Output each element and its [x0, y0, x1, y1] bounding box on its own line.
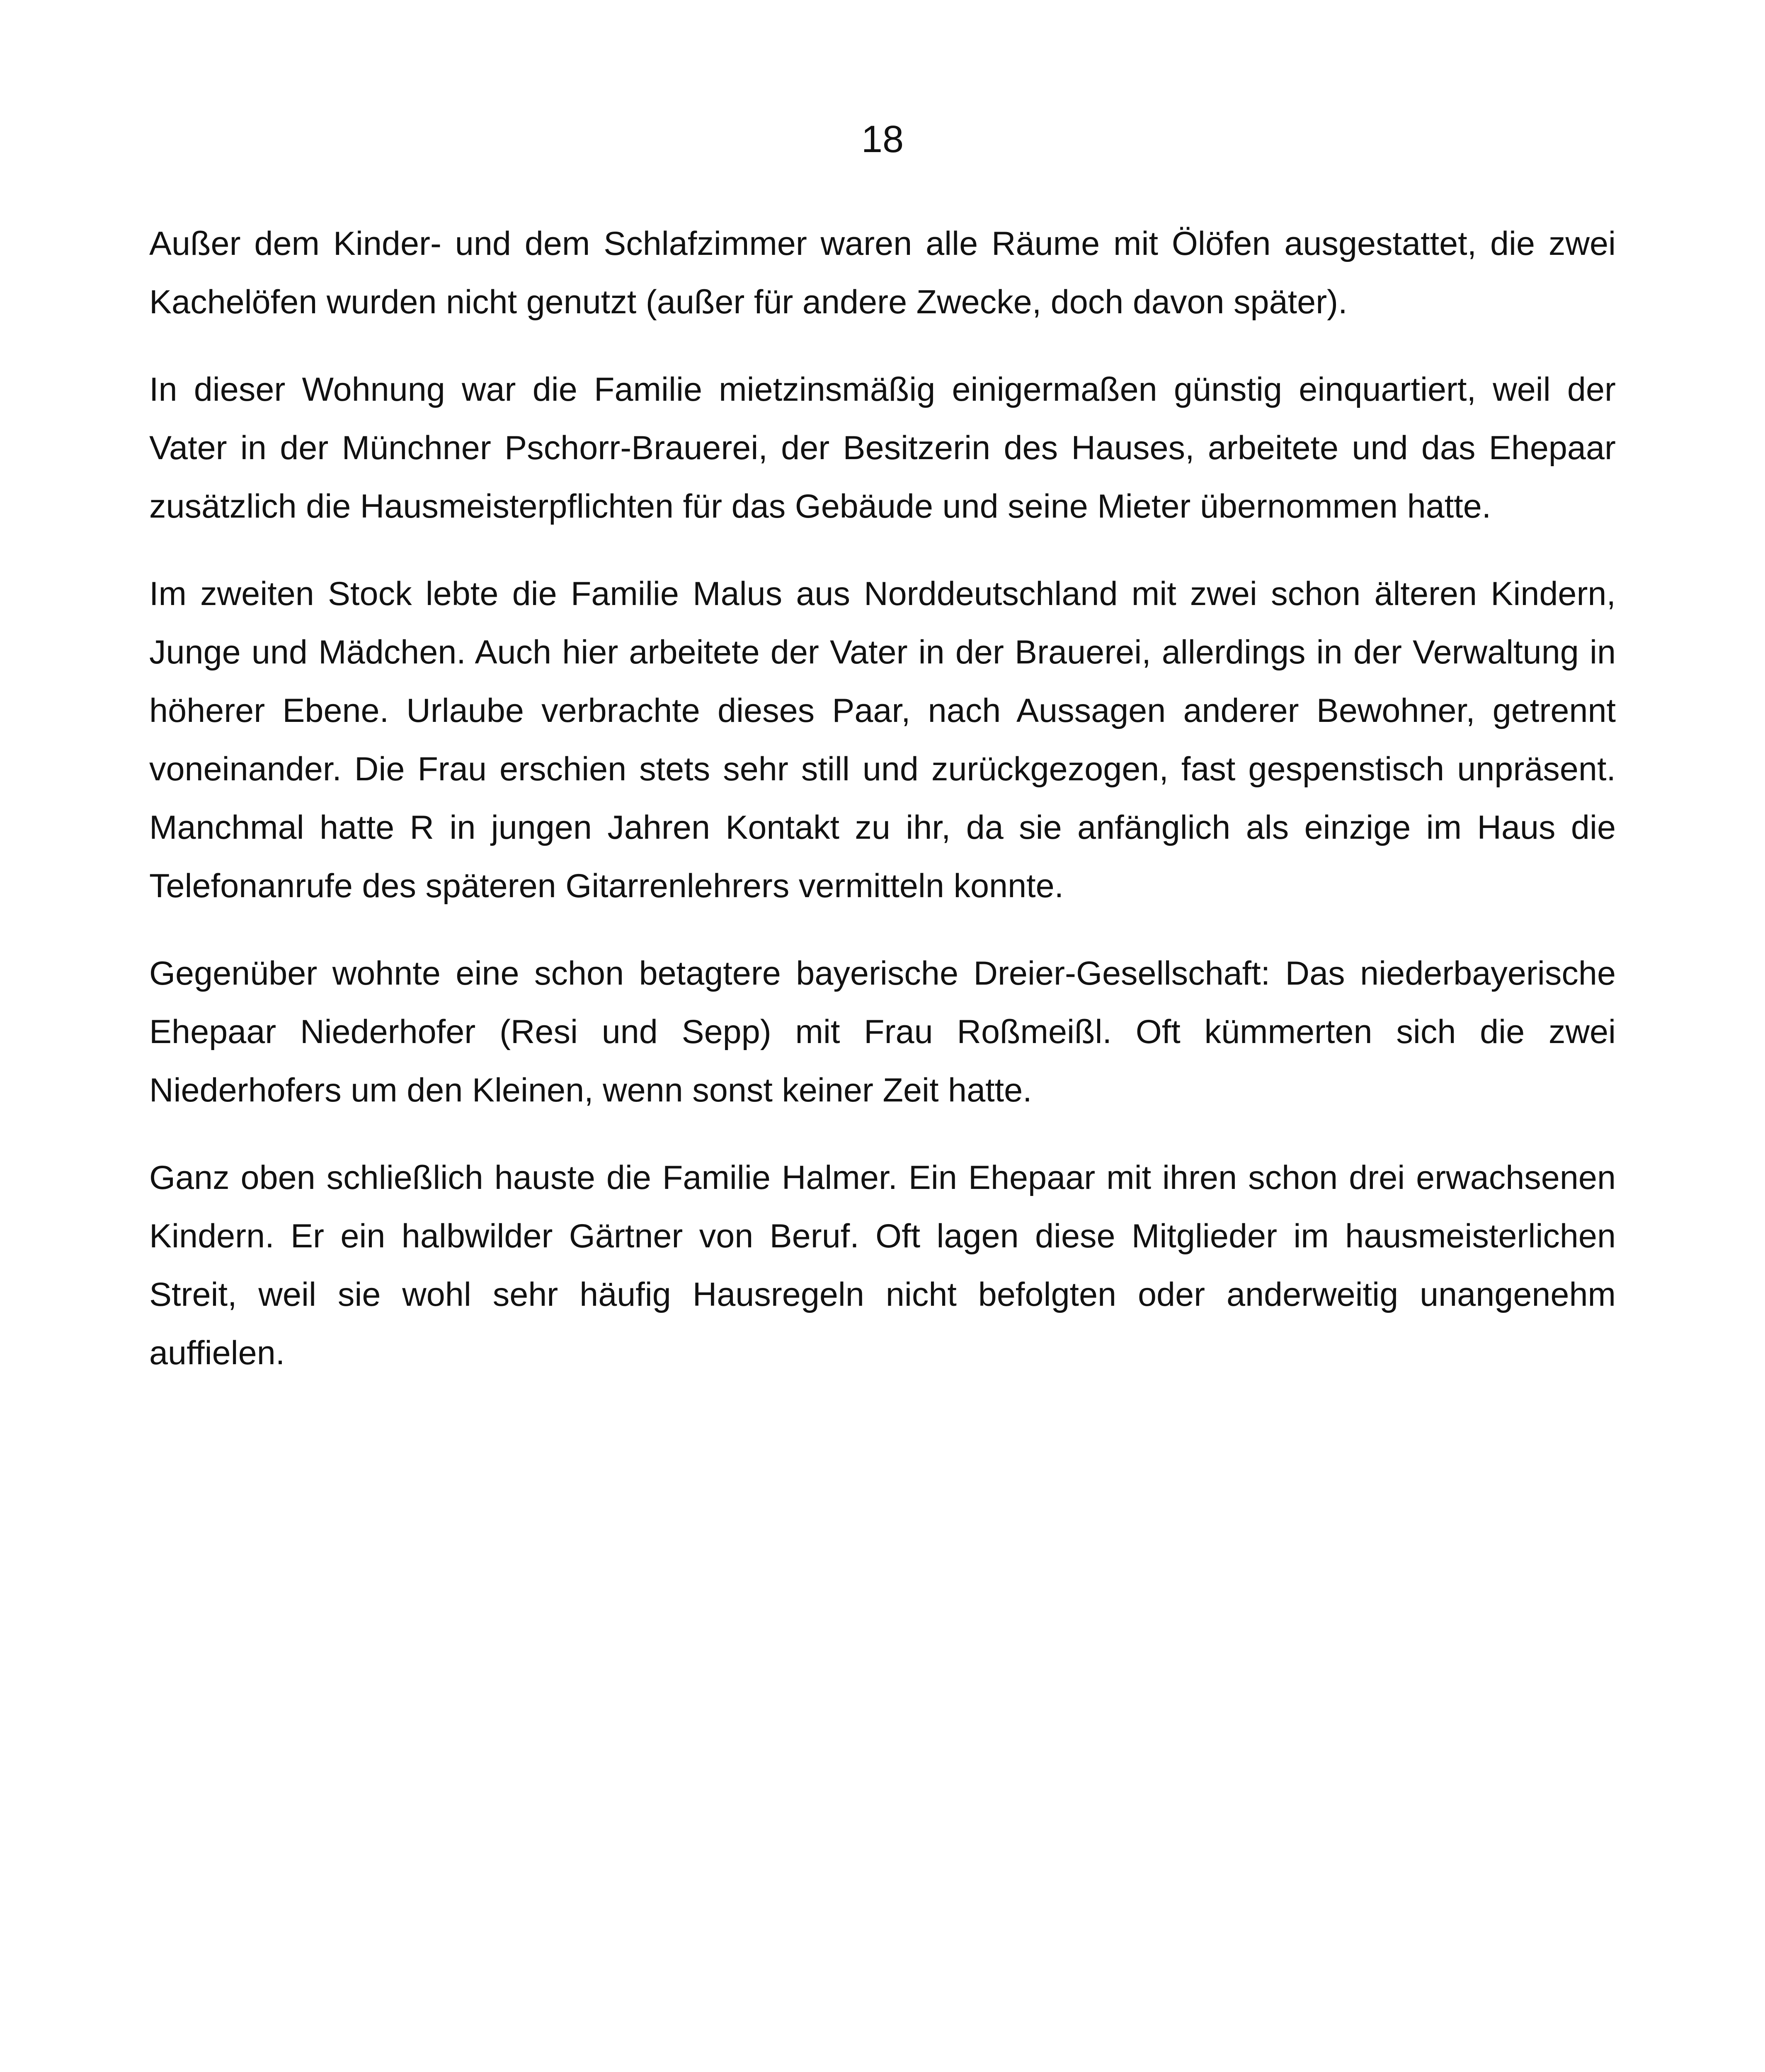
- paragraph-niederhofer: Gegenüber wohnte eine schon betagtere bayerische Dreier-Gesellschaft: Das niederbayerische Ehepaar Niederhofer (Resi und Sepp) mit Frau Roßmeißl. Oft kümmerten sich die zwei Niederhofers um den Kleinen, wenn sonst keiner Zeit hatte.: [149, 955, 1616, 1109]
- paragraph-apartment-rent: In dieser Wohnung war die Familie mietzinsmäßig einigermaßen günstig einquartiert, weil der Vater in der Münchner Pschorr-Brauerei, der Besitzerin des Hauses, arbeitete und das Ehepaar zusätzlich die Hausmeisterpflichten für das Gebäude und seine Mieter übernommen hatte.: [149, 371, 1616, 525]
- paragraph-family-halmer: Ganz oben schließlich hauste die Familie Halmer. Ein Ehepaar mit ihren schon drei erwachsenen Kindern. Er ein halbwilder Gärtner von Beruf. Oft lagen diese Mitglieder im hausmeisterlichen Streit, weil sie wohl sehr häufig Hausregeln nicht befolgten oder anderweitig unangenehm auffielen.: [149, 1159, 1616, 1372]
- paragraph-family-malus: Im zweiten Stock lebte die Familie Malus aus Norddeutschland mit zwei schon älteren Kindern, Junge und Mädchen. Auch hier arbeitete der Vater in der Brauerei, allerdings in der Verwaltung in höherer Ebene. Urlaube verbrachte dieses Paar, nach Aussagen anderer Bewohner, getrennt voneinander. Die Frau erschien stets sehr still und zurückgezogen, fast gespenstisch unpräsent. Manchmal hatte R in jungen Jahren Kontakt zu ihr, da sie anfänglich als einzige im Haus die Telefonanrufe des späteren Gitarrenlehrers vermitteln konnte.: [149, 575, 1616, 905]
- page-number: 18: [861, 118, 904, 160]
- paragraph-heating: Außer dem Kinder- und dem Schlafzimmer waren alle Räume mit Ölöfen ausgestattet, die zwei Kachelöfen wurden nicht genutzt (außer für andere Zwecke, doch davon später).: [149, 225, 1616, 321]
- body-text: [149, 215, 1616, 1411]
